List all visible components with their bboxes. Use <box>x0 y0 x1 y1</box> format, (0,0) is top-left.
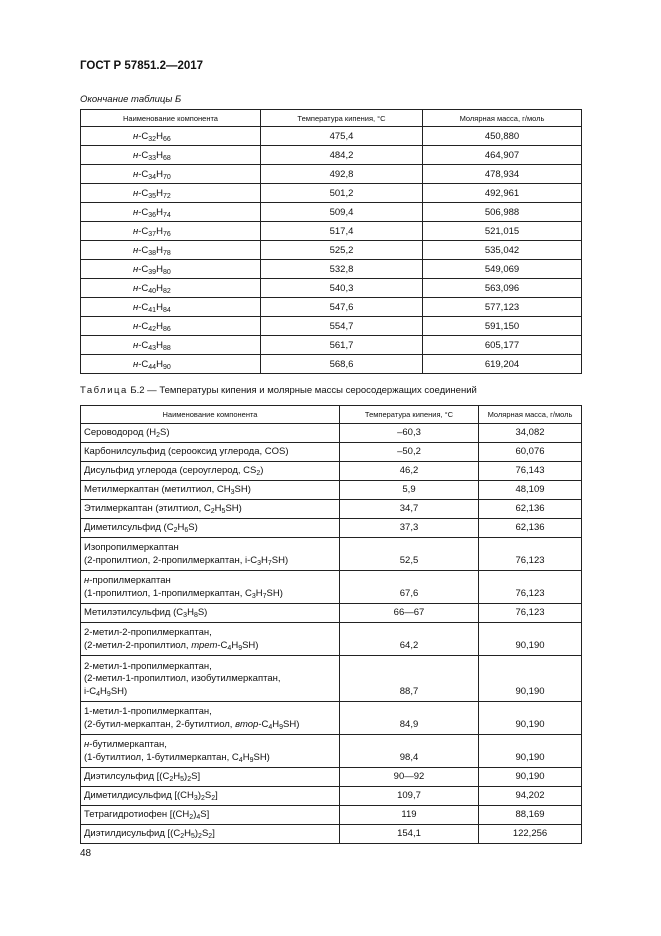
table1-cell-name: $н-C_{42}H_{86}$ <box>81 317 261 336</box>
table1-cell-mm: 506,988 <box>423 203 582 222</box>
table2-cell-mm: 76,143 <box>479 462 582 481</box>
table1-col-bp-header: Температура кипения, °С <box>261 110 423 127</box>
table2-col-mm-header: Молярная масса, г/моль <box>479 406 582 424</box>
table1-cell-bp: 547,6 <box>261 298 423 317</box>
table2-cell-bp: 34,7 <box>340 500 479 519</box>
table1-cell-bp: 517,4 <box>261 222 423 241</box>
table2-cell-mm: 60,076 <box>479 443 582 462</box>
table2-cell-mm: 34,082 <box>479 424 582 443</box>
table2-cell-mm: 90,190 <box>479 656 582 702</box>
table1-cell-mm: 521,015 <box>423 222 582 241</box>
table1-row <box>81 127 582 146</box>
table2-cell-name: Диметилсульфид $(C_2H_6S)$ <box>81 519 340 538</box>
table2-row <box>81 462 582 481</box>
table1-cell-mm: 549,069 <box>423 260 582 279</box>
table1-cell-name: $н-C_{32}H_{66}$ <box>81 127 261 146</box>
table2-row <box>81 424 582 443</box>
table1-cell-name: $н-C_{41}H_{84}$ <box>81 298 261 317</box>
table1-row <box>81 279 582 298</box>
table2-col-bp-header: Температура кипения, °С <box>340 406 479 424</box>
table2-row <box>81 787 582 806</box>
table1-header-row <box>81 110 582 127</box>
table2-cell-name: н-пропилмеркаптан (1-пропилтиол, 1-пропилмеркаптан, $C_3H_7SH$) <box>81 571 340 604</box>
table1-cell-name: $н-C_{37}H_{76}$ <box>81 222 261 241</box>
table2-cell-name: Метилмеркаптан (метилтиол, $CH_3SH$) <box>81 481 340 500</box>
table2-cell-name: Дисульфид углерода (сероуглерод, $CS_2$) <box>81 462 340 481</box>
table2-row <box>81 768 582 787</box>
table2-row <box>81 443 582 462</box>
table1-row <box>81 222 582 241</box>
table2-cell-bp: 66—67 <box>340 604 479 623</box>
table1-row <box>81 184 582 203</box>
table1-cell-mm: 464,907 <box>423 146 582 165</box>
table1-cell-mm: 577,123 <box>423 298 582 317</box>
table2-header-row <box>81 406 582 424</box>
table1-cell-mm: 492,961 <box>423 184 582 203</box>
table2-cell-mm: 76,123 <box>479 571 582 604</box>
table1-row <box>81 336 582 355</box>
page-number: 48 <box>80 848 92 859</box>
table2-cell-bp: 52,5 <box>340 538 479 571</box>
table2-cell-name: Метилэтилсульфид $(C_3H_8S)$ <box>81 604 340 623</box>
table1-row <box>81 241 582 260</box>
table1-row <box>81 260 582 279</box>
table2-row <box>81 702 582 735</box>
table2-cell-mm: 90,190 <box>479 768 582 787</box>
table2-row <box>81 519 582 538</box>
table2-cell-mm: 76,123 <box>479 538 582 571</box>
table1-cell-bp: 554,7 <box>261 317 423 336</box>
table1-cell-name: $н-C_{34}H_{70}$ <box>81 165 261 184</box>
table2-caption-label: Таблица <box>80 385 128 396</box>
table1-row <box>81 355 582 374</box>
table1-cell-name: $н-C_{35}H_{72}$ <box>81 184 261 203</box>
table1-cell-bp: 484,2 <box>261 146 423 165</box>
table2-cell-mm: 122,256 <box>479 825 582 844</box>
table2-cell-name: Карбонилсульфид (сероокcид углерода, COS) <box>81 443 340 462</box>
table2-caption <box>80 385 477 396</box>
table2-row <box>81 481 582 500</box>
table1-col-name-header: Наименование компонента <box>81 110 261 127</box>
table2-cell-mm: 90,190 <box>479 623 582 656</box>
table2-cell-name: Изопропилмеркаптан (2-пропилтиол, 2-пропилмеркаптан, $i-C_3H_7SH$) <box>81 538 340 571</box>
table1-cell-bp: 561,7 <box>261 336 423 355</box>
table2-row <box>81 604 582 623</box>
table1-cell-mm: 619,204 <box>423 355 582 374</box>
table2-row <box>81 571 582 604</box>
table2-cell-name: Тетрагидротиофен $[(CH_2)_4S]$ <box>81 806 340 825</box>
table2-cell-bp: 154,1 <box>340 825 479 844</box>
table2-cell-mm: 88,169 <box>479 806 582 825</box>
table1-cell-bp: 492,8 <box>261 165 423 184</box>
table1-cell-bp: 568,6 <box>261 355 423 374</box>
table1-row <box>81 203 582 222</box>
table1-row <box>81 317 582 336</box>
table1-col-mm-header: Молярная масса, г/моль <box>423 110 582 127</box>
table2-cell-mm: 94,202 <box>479 787 582 806</box>
table2-cell-bp: 46,2 <box>340 462 479 481</box>
table2-cell-bp: –60,3 <box>340 424 479 443</box>
document-header: ГОСТ Р 57851.2—2017 <box>80 60 204 72</box>
table1-row <box>81 165 582 184</box>
table2-row <box>81 825 582 844</box>
table2-cell-bp: 67,6 <box>340 571 479 604</box>
table2-row <box>81 500 582 519</box>
table2-cell-bp: 88,7 <box>340 656 479 702</box>
table2-cell-bp: 109,7 <box>340 787 479 806</box>
table2-cell-name: 2-метил-2-пропилмеркаптан, (2-метил-2-пропилтиол, трет-$C_4H_9SH$) <box>81 623 340 656</box>
table1-cell-mm: 450,880 <box>423 127 582 146</box>
table2-row <box>81 735 582 768</box>
table1-cell-bp: 532,8 <box>261 260 423 279</box>
table1-cell-name: $н-C_{44}H_{90}$ <box>81 355 261 374</box>
table2-col-name-header: Наименование компонента <box>81 406 340 424</box>
table1-cell-name: $н-C_{43}H_{88}$ <box>81 336 261 355</box>
table2-cell-mm: 90,190 <box>479 735 582 768</box>
table2-cell-bp: 90—92 <box>340 768 479 787</box>
table2-row <box>81 656 582 702</box>
table1-cell-bp: 501,2 <box>261 184 423 203</box>
table1-cell-bp: 540,3 <box>261 279 423 298</box>
table1-row <box>81 146 582 165</box>
table2 <box>80 405 582 844</box>
table2-cell-name: 2-метил-1-пропилмеркаптан, (2-метил-1-пропилтиол, изобутилмеркаптан, $i-C_4H_9SH$) <box>81 656 340 702</box>
table2-cell-bp: 98,4 <box>340 735 479 768</box>
table2-cell-mm: 62,136 <box>479 519 582 538</box>
table2-cell-bp: 84,9 <box>340 702 479 735</box>
table2-row <box>81 538 582 571</box>
table2-cell-name: н-бутилмеркаптан, (1-бутилтиол, 1-бутилмеркаптан, $C_4H_9SH$) <box>81 735 340 768</box>
table1-cell-mm: 591,150 <box>423 317 582 336</box>
table1-row <box>81 298 582 317</box>
table2-cell-bp: –50,2 <box>340 443 479 462</box>
table2-cell-bp: 64,2 <box>340 623 479 656</box>
table1-cell-name: $н-C_{36}H_{74}$ <box>81 203 261 222</box>
table2-row <box>81 806 582 825</box>
table1 <box>80 109 582 374</box>
table1-cell-mm: 478,934 <box>423 165 582 184</box>
table1-cell-mm: 563,096 <box>423 279 582 298</box>
table2-cell-mm: 48,109 <box>479 481 582 500</box>
table2-caption-text: Б.2 — Температуры кипения и молярные массы серосодержащих соединений <box>130 385 477 396</box>
table2-cell-mm: 62,136 <box>479 500 582 519</box>
table2-cell-name: Сероводород $(H_2S)$ <box>81 424 340 443</box>
table2-cell-name: Диэтилсульфид $[(C_2H_5)_2S]$ <box>81 768 340 787</box>
table2-cell-name: 1-метил-1-пропилмеркаптан, (2-бутил-меркаптан, 2-бутилтиол, втор-$C_4H_9SH$) <box>81 702 340 735</box>
table2-cell-name: Диэтилдисульфид $[(C_2H_5)_2S_2]$ <box>81 825 340 844</box>
table1-cell-name: $н-C_{40}H_{82}$ <box>81 279 261 298</box>
table2-cell-bp: 37,3 <box>340 519 479 538</box>
table1-caption: Окончание таблицы Б <box>80 94 182 105</box>
table2-cell-name: Диметилдисульфид $[(CH_3)_2S_2]$ <box>81 787 340 806</box>
table1-cell-name: $н-C_{33}H_{68}$ <box>81 146 261 165</box>
table1-cell-name: $н-C_{39}H_{80}$ <box>81 260 261 279</box>
table1-cell-bp: 525,2 <box>261 241 423 260</box>
table1-cell-bp: 509,4 <box>261 203 423 222</box>
table1-cell-name: $н-C_{38}H_{78}$ <box>81 241 261 260</box>
table2-cell-bp: 5,9 <box>340 481 479 500</box>
table2-cell-mm: 76,123 <box>479 604 582 623</box>
table2-row <box>81 623 582 656</box>
table1-cell-mm: 605,177 <box>423 336 582 355</box>
table2-cell-bp: 119 <box>340 806 479 825</box>
table2-cell-name: Этилмеркаптан (этилтиол, $C_2H_5SH$) <box>81 500 340 519</box>
table2-cell-mm: 90,190 <box>479 702 582 735</box>
table1-cell-bp: 475,4 <box>261 127 423 146</box>
table1-cell-mm: 535,042 <box>423 241 582 260</box>
